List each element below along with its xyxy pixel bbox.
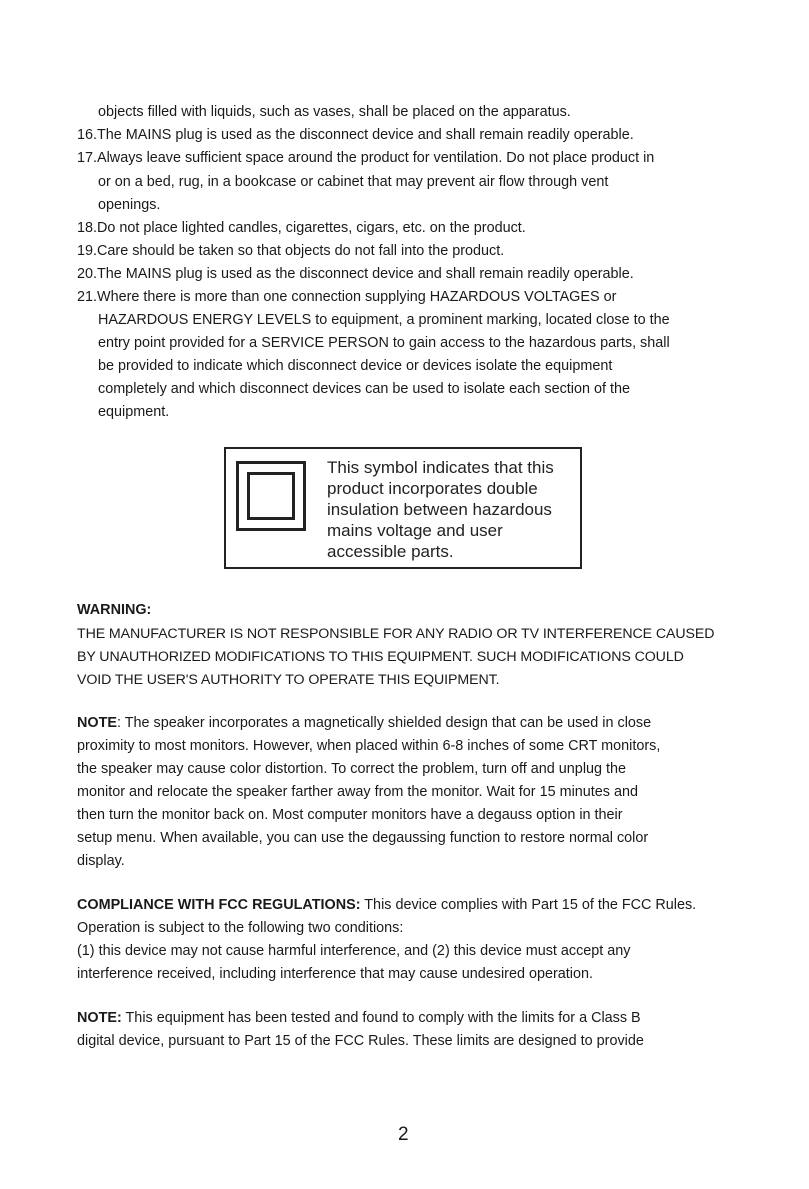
- note-text: : The speaker incorporates a magnetically shielded design that can be used in close: [116, 715, 652, 731]
- symbol-text-line: product incorporates double: [327, 479, 538, 498]
- note-text: This equipment has been tested and found to comply with the limits for a Class B: [121, 1010, 641, 1026]
- text-line: [77, 1008, 641, 1029]
- page-number: 2: [398, 1124, 409, 1145]
- note-label: NOTE:: [77, 1010, 122, 1026]
- double-insulation-icon: [236, 461, 306, 531]
- text-line: HAZARDOUS ENERGY LEVELS to equipment, a prominent marking, located close to the: [98, 312, 670, 328]
- text-line: entry point provided for a SERVICE PERSON to gain access to the hazardous parts, shall: [98, 335, 670, 351]
- symbol-description: [327, 457, 554, 562]
- text-line: or on a bed, rug, in a bookcase or cabinet that may prevent air flow through vent: [98, 174, 609, 190]
- text-line: THE MANUFACTURER IS NOT RESPONSIBLE FOR ANY RADIO OR TV INTERFERENCE CAUSED: [77, 626, 715, 642]
- text-line: the speaker may cause color distortion. To correct the problem, turn off and unplug the: [77, 761, 627, 777]
- symbol-text-line: insulation between hazardous: [327, 500, 552, 519]
- text-line: interference received, including interference that may cause undesired operation.: [77, 966, 593, 982]
- text-line: 19.Care should be taken so that objects do not fall into the product.: [77, 243, 505, 259]
- warning-heading: WARNING:: [77, 602, 152, 618]
- symbol-text-line: accessible parts.: [327, 542, 454, 561]
- text-line: 18.Do not place lighted candles, cigarettes, cigars, etc. on the product.: [77, 220, 526, 236]
- text-line: (1) this device may not cause harmful interference, and (2) this device must accept any: [77, 943, 631, 959]
- text-line: equipment.: [98, 404, 170, 420]
- text-line: setup menu. When available, you can use the degaussing function to restore normal color: [77, 830, 649, 846]
- text-line: monitor and relocate the speaker farther away from the monitor. Wait for 15 minutes and: [77, 784, 638, 800]
- double-insulation-notice: [224, 447, 582, 569]
- text-line: BY UNAUTHORIZED MODIFICATIONS TO THIS EQUIPMENT. SUCH MODIFICATIONS COULD: [77, 649, 684, 665]
- text-line: [77, 895, 696, 916]
- text-line: then turn the monitor back on. Most computer monitors have a degauss option in their: [77, 807, 623, 823]
- double-insulation-inner-square: [247, 472, 295, 520]
- text-line: proximity to most monitors. However, when placed within 6-8 inches of some CRT monitors,: [77, 738, 661, 754]
- text-line: 20.The MAINS plug is used as the disconnect device and shall remain readily operable.: [77, 266, 634, 282]
- text-line: completely and which disconnect devices can be used to isolate each section of the: [98, 381, 630, 397]
- text-line: be provided to indicate which disconnect device or devices isolate the equipment: [98, 358, 613, 374]
- text-line: digital device, pursuant to Part 15 of the FCC Rules. These limits are designed to provide: [77, 1033, 644, 1049]
- text-line: Operation is subject to the following two conditions:: [77, 920, 404, 936]
- note-label: NOTE: [77, 715, 117, 731]
- text-line: objects filled with liquids, such as vases, shall be placed on the apparatus.: [98, 104, 571, 120]
- compliance-text: This device complies with Part 15 of the FCC Rules.: [360, 897, 697, 913]
- text-line: openings.: [98, 197, 161, 213]
- text-line: 16.The MAINS plug is used as the disconnect device and shall remain readily operable.: [77, 127, 634, 143]
- symbol-text-line: mains voltage and user: [327, 521, 503, 540]
- text-line: 21.Where there is more than one connection supplying HAZARDOUS VOLTAGES or: [77, 289, 617, 305]
- text-line: 17.Always leave sufficient space around the product for ventilation. Do not place product in: [77, 150, 655, 166]
- symbol-text-line: This symbol indicates that this: [327, 458, 554, 477]
- text-line: [77, 713, 651, 734]
- text-line: VOID THE USER'S AUTHORITY TO OPERATE THIS EQUIPMENT.: [77, 672, 500, 688]
- compliance-label: COMPLIANCE WITH FCC REGULATIONS:: [77, 897, 361, 913]
- text-line: display.: [77, 853, 125, 869]
